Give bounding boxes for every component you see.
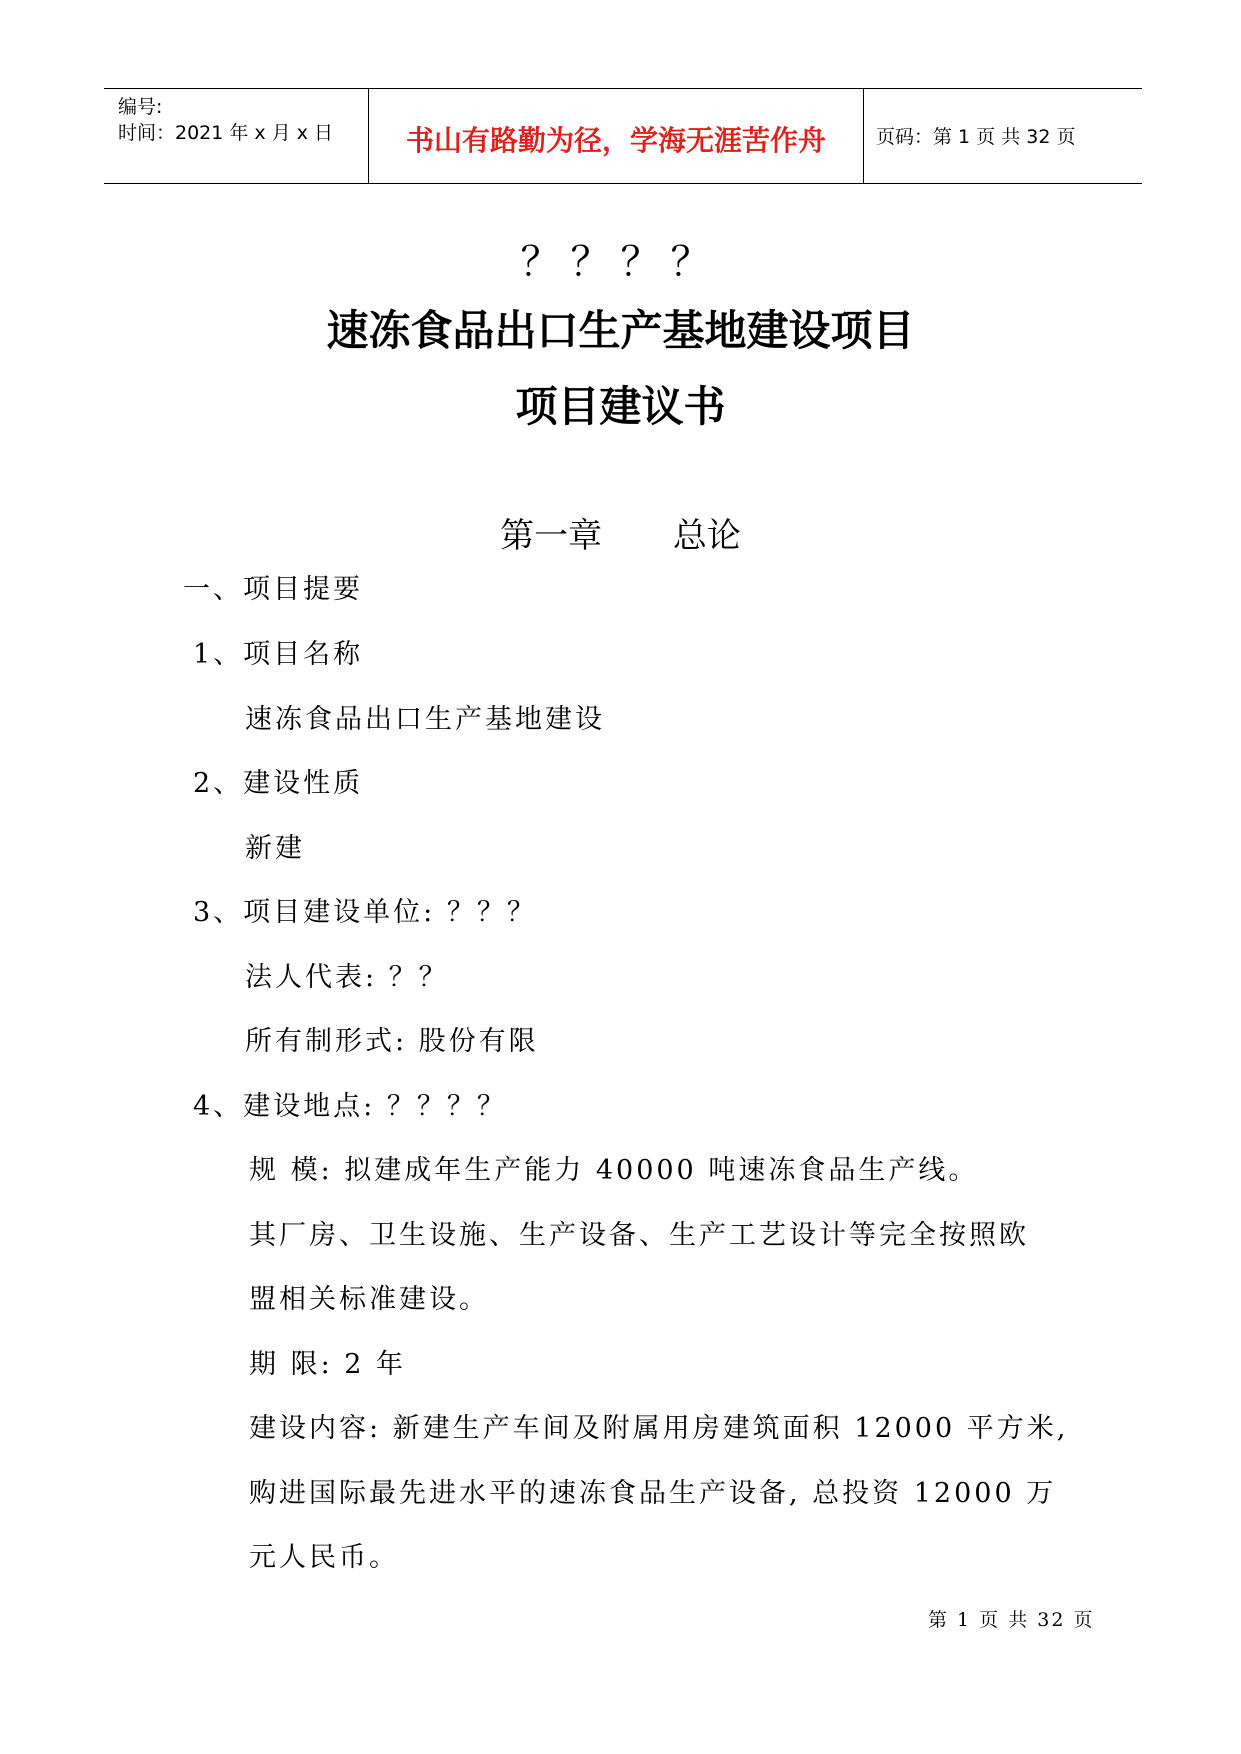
content-line-3: 元人民币。 — [249, 1542, 399, 1573]
item-label-location: 4、建设地点: ？？？？ — [193, 1091, 507, 1122]
content-line-1: 建设内容: 新建生产车间及附属用房建筑面积 12000 平方米, — [249, 1413, 1069, 1444]
chapter-name: 总论 — [672, 516, 741, 556]
title-placeholder: ？？？？ — [520, 239, 721, 285]
header-left-cell — [104, 89, 368, 183]
period-line: 期 限: 2 年 — [249, 1349, 407, 1380]
scale-line-2: 其厂房、卫生设施、生产设备、生产工艺设计等完全按照欧 — [249, 1220, 1029, 1251]
motto-text: 书山有路勤为径，学海无涯苦作舟 — [405, 124, 826, 157]
section-heading: 一、项目提要 — [183, 574, 363, 605]
document-number-label: 编号: — [118, 96, 163, 118]
document-time-label: 时间：2021 年 x 月 x 日 — [118, 122, 334, 144]
header-center-cell — [368, 89, 864, 183]
header-page-info: 页码：第 1 页 共 32 页 — [876, 126, 1076, 148]
item-label-name: 1、项目名称 — [193, 639, 364, 670]
scale-line-3: 盟相关标准建设。 — [249, 1284, 489, 1315]
document-header — [104, 88, 1142, 184]
footer-page-number: 第 1 页 共 32 页 — [928, 1609, 1095, 1631]
legal-representative: 法人代表: ？？ — [245, 962, 449, 993]
item-label-nature: 2、建设性质 — [193, 768, 364, 799]
chapter-number: 第一章 — [500, 516, 603, 556]
project-title: 速冻食品出口生产基地建设项目 — [326, 306, 915, 355]
content-line-2: 购进国际最先进水平的速冻食品生产设备, 总投资 12000 万 — [249, 1478, 1057, 1509]
item-label-unit: 3、项目建设单位: ？？？ — [193, 897, 537, 928]
scale-line-1: 规 模: 拟建成年生产能力 40000 吨速冻食品生产线。 — [249, 1155, 979, 1186]
document-type-title: 项目建议书 — [515, 382, 726, 431]
item-value-nature: 新建 — [245, 833, 305, 864]
ownership-form: 所有制形式: 股份有限 — [245, 1026, 539, 1057]
item-value-name: 速冻食品出口生产基地建设 — [245, 704, 605, 735]
header-right-cell — [862, 89, 1142, 183]
chapter-heading — [0, 508, 1241, 557]
